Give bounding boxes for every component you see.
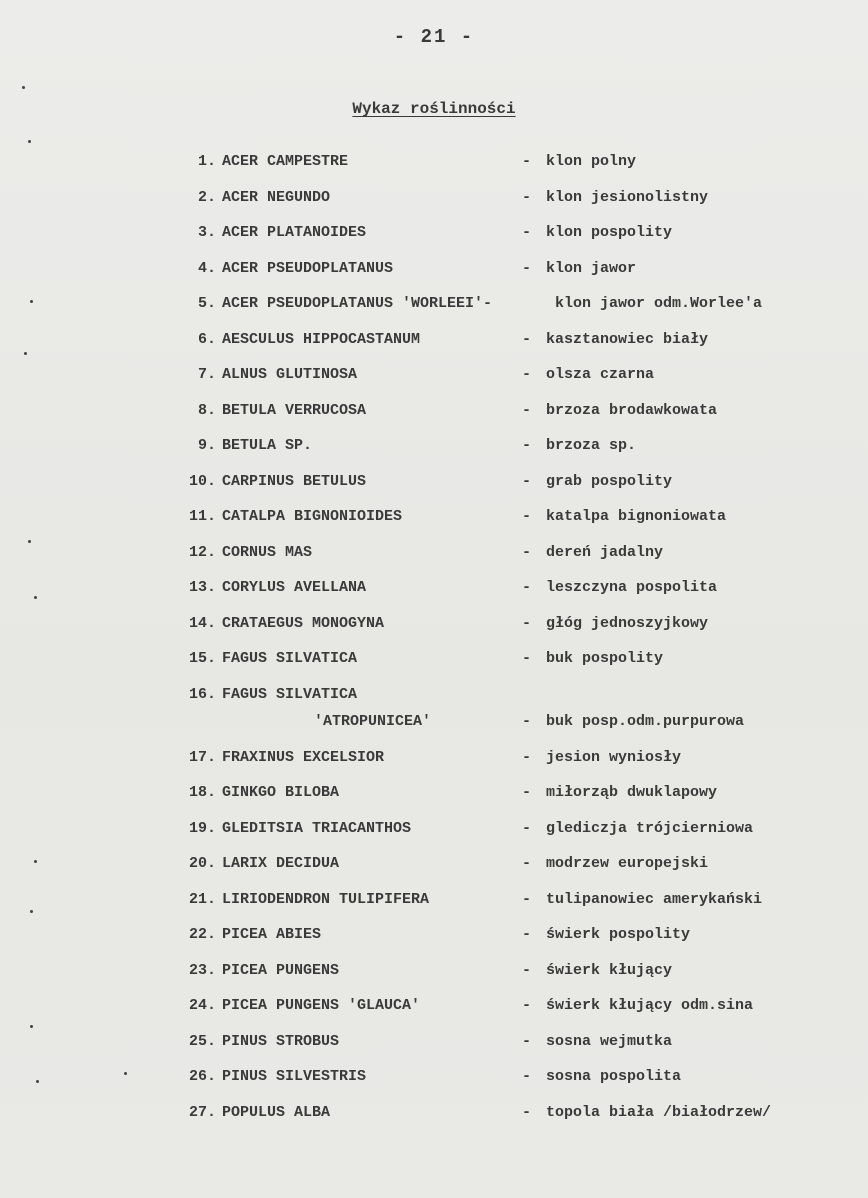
polish-name: klon jawor (546, 259, 637, 277)
entry-number: 16. (188, 685, 216, 703)
latin-name: PINUS STROBUS (222, 1032, 340, 1050)
entry-number: 15. (188, 650, 216, 667)
separator-dash: - (522, 153, 532, 170)
separator-dash: - (522, 855, 532, 872)
latin-name: LIRIODENDRON TULIPIFERA (222, 890, 430, 908)
page-number: - 21 - (393, 26, 475, 48)
separator-dash: - (522, 614, 532, 632)
separator-dash: - (522, 437, 532, 454)
entry-number: 11. (188, 508, 216, 525)
polish-name: sosna pospolita (546, 1068, 682, 1085)
separator-dash: - (522, 188, 532, 206)
list-item (0, 855, 868, 891)
latin-name: ACER PSEUDOPLATANUS (222, 259, 394, 277)
entry-number: 8. (197, 401, 216, 419)
latin-name: GLEDITSIA TRIACANTHOS (222, 819, 412, 837)
polish-name: klon jawor odm.Worlee'a (555, 295, 763, 312)
entry-number: 14. (188, 614, 216, 632)
list-item (0, 295, 868, 331)
polish-name: glediczja trójcierniowa (546, 819, 754, 837)
list-item (0, 749, 868, 785)
scan-speck (30, 1025, 33, 1028)
entry-number: 20. (188, 855, 216, 872)
latin-name: ACER PLATANOIDES (222, 224, 367, 241)
polish-name: buk posp.odm.purpurowa (546, 712, 745, 730)
latin-name: BETULA SP. (222, 437, 313, 454)
list-item (0, 153, 868, 189)
list-item (0, 366, 868, 402)
list-item (0, 508, 868, 544)
list-item (0, 544, 868, 580)
polish-name: głóg jednoszyjkowy (546, 614, 709, 632)
separator-dash: - (522, 997, 532, 1014)
list-item (0, 962, 868, 998)
polish-name: brzoza brodawkowata (546, 401, 718, 419)
entry-number: 10. (188, 472, 216, 490)
latin-name: FAGUS SILVATICA (222, 685, 358, 703)
list-item (0, 260, 868, 296)
scan-speck (124, 1072, 127, 1075)
polish-name: miłorząb dwuklapowy (546, 784, 718, 801)
polish-name: świerk kłujący odm.sina (546, 997, 754, 1014)
separator-dash: - (522, 1103, 532, 1121)
entry-number: 24. (188, 997, 216, 1014)
list-item (0, 820, 868, 856)
latin-name: CORYLUS AVELLANA (222, 579, 367, 596)
scan-speck (34, 860, 37, 863)
latin-name: PICEA ABIES (222, 926, 322, 943)
latin-name: PICEA PUNGENS (222, 961, 340, 979)
separator-dash: - (522, 890, 532, 908)
plant-list (0, 153, 868, 1139)
page-title: Wykaz roślinności (352, 100, 516, 118)
latin-name-continued: 'ATROPUNICEA' (314, 712, 432, 730)
polish-name: klon polny (546, 153, 637, 170)
entry-number: 17. (188, 748, 216, 766)
scan-speck (28, 140, 31, 143)
polish-name: topola biała /białodrzew/ (546, 1103, 772, 1121)
separator-dash: - (522, 748, 532, 766)
polish-name: kasztanowiec biały (546, 330, 709, 348)
scan-speck (30, 300, 33, 303)
polish-name: klon pospolity (546, 224, 673, 241)
separator-dash: - (522, 224, 532, 241)
polish-name: grab pospolity (546, 472, 673, 490)
separator-dash: - (522, 579, 532, 596)
separator-dash: - (522, 784, 532, 801)
latin-name: ALNUS GLUTINOSA (222, 366, 358, 383)
list-item (0, 473, 868, 509)
list-item (0, 1068, 868, 1104)
separator-dash: - (522, 712, 532, 730)
separator-dash: - (522, 819, 532, 837)
list-item (0, 650, 868, 686)
polish-name: olsza czarna (546, 366, 655, 383)
entry-number: 6. (197, 330, 216, 348)
entry-number: 12. (188, 543, 216, 561)
polish-name: dereń jadalny (546, 543, 664, 561)
latin-name: GINKGO BILOBA (222, 784, 340, 801)
entry-number: 2. (197, 188, 216, 206)
list-item (0, 926, 868, 962)
list-item (0, 686, 868, 749)
separator-dash: - (522, 472, 532, 490)
entry-number: 5. (197, 295, 216, 312)
polish-name: świerk pospolity (546, 926, 691, 943)
polish-name: świerk kłujący (546, 961, 673, 979)
entry-number: 1. (197, 153, 216, 170)
entry-number: 7. (197, 366, 216, 383)
polish-name: leszczyna pospolita (546, 579, 718, 596)
list-item (0, 997, 868, 1033)
list-item (0, 402, 868, 438)
separator-dash: - (522, 543, 532, 561)
latin-name: CATALPA BIGNONIOIDES (222, 508, 403, 525)
latin-name: CARPINUS BETULUS (222, 472, 367, 490)
separator-dash: - (522, 366, 532, 383)
list-item (0, 891, 868, 927)
polish-name: katalpa bignoniowata (546, 508, 727, 525)
polish-name: buk pospolity (546, 650, 664, 667)
entry-number: 23. (188, 961, 216, 979)
separator-dash: - (522, 650, 532, 667)
entry-number: 13. (188, 579, 216, 596)
polish-name: klon jesionolistny (546, 188, 709, 206)
list-item (0, 1033, 868, 1069)
list-item (0, 224, 868, 260)
separator-dash: - (522, 961, 532, 979)
entry-number: 18. (188, 784, 216, 801)
polish-name: modrzew europejski (546, 855, 709, 872)
entry-number: 26. (188, 1068, 216, 1085)
scan-speck (30, 910, 33, 913)
latin-name: FAGUS SILVATICA (222, 650, 358, 667)
polish-name: tulipanowiec amerykański (546, 890, 763, 908)
scan-speck (24, 352, 27, 355)
list-item (0, 437, 868, 473)
list-item (0, 615, 868, 651)
scan-speck (22, 86, 25, 89)
entry-number: 19. (188, 819, 216, 837)
entry-number: 25. (188, 1032, 216, 1050)
latin-name: POPULUS ALBA (222, 1103, 331, 1121)
separator-dash: - (522, 1032, 532, 1050)
scan-speck (34, 596, 37, 599)
latin-name: AESCULUS HIPPOCASTANUM (222, 330, 421, 348)
separator-dash: - (522, 1068, 532, 1085)
list-item (0, 579, 868, 615)
latin-name: ACER NEGUNDO (222, 188, 331, 206)
entry-number: 3. (197, 224, 216, 241)
latin-name: PICEA PUNGENS 'GLAUCA' (222, 997, 421, 1014)
entry-number: 27. (188, 1103, 216, 1121)
entry-number: 21. (188, 890, 216, 908)
separator-dash: - (522, 259, 532, 277)
list-item (0, 1104, 868, 1140)
separator-dash: - (522, 926, 532, 943)
separator-dash: - (522, 508, 532, 525)
polish-name: jesion wyniosły (546, 748, 682, 766)
polish-name: sosna wejmutka (546, 1032, 673, 1050)
latin-name: CRATAEGUS MONOGYNA (222, 614, 385, 632)
scan-speck (36, 1080, 39, 1083)
separator-dash: - (522, 330, 532, 348)
separator-dash: - (522, 401, 532, 419)
latin-name: BETULA VERRUCOSA (222, 401, 367, 419)
list-item (0, 189, 868, 225)
latin-name: CORNUS MAS (222, 543, 313, 561)
latin-name: ACER CAMPESTRE (222, 153, 349, 170)
latin-name: PINUS SILVESTRIS (222, 1068, 367, 1085)
latin-name: LARIX DECIDUA (222, 855, 340, 872)
list-item (0, 331, 868, 367)
scan-speck (28, 540, 31, 543)
list-item (0, 784, 868, 820)
polish-name: brzoza sp. (546, 437, 637, 454)
latin-name: FRAXINUS EXCELSIOR (222, 748, 385, 766)
entry-number: 4. (197, 259, 216, 277)
entry-number: 22. (188, 926, 216, 943)
latin-name: ACER PSEUDOPLATANUS 'WORLEEI'- (222, 295, 493, 312)
entry-number: 9. (197, 437, 216, 454)
